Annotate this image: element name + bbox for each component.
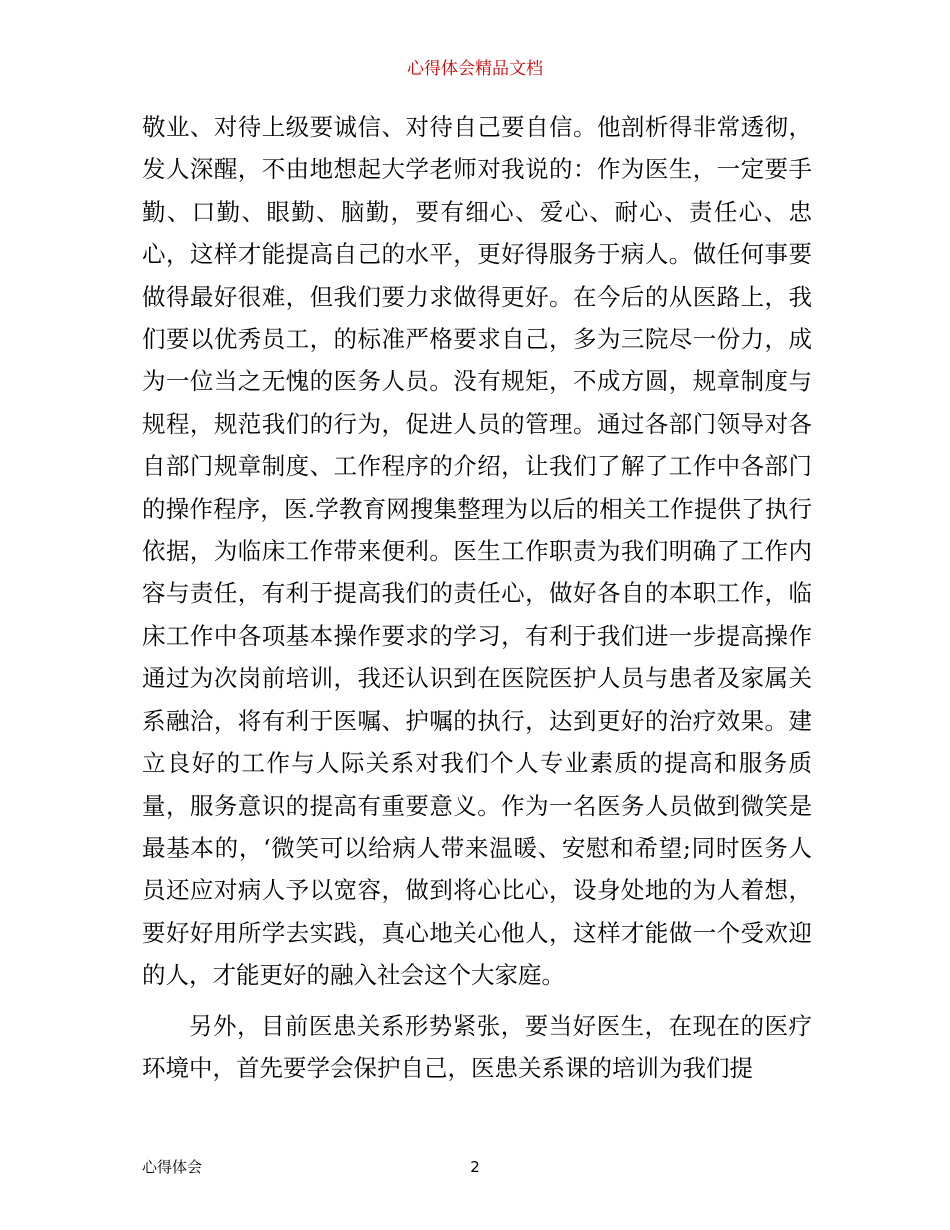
page-number: 2 xyxy=(470,1158,480,1176)
body-paragraph-2: 另外，目前医患关系形势紧张，要当好医生，在现在的医疗环境中，首先要学会保护自己，医患关系课的培训为我们提 xyxy=(142,1011,812,1082)
document-body xyxy=(142,106,812,1089)
page-header-title: 心得体会精品文档 xyxy=(407,59,543,79)
footer-label: 心得体会 xyxy=(142,1158,203,1176)
body-paragraph-1: 敬业、对待上级要诚信、对待自己要自信。他剖析得非常透彻，发人深醒，不由地想起大学老师对我说的：作为医生，一定要手勤、口勤、眼勤、脑勤，要有细心、爱心、耐心、责任心、忠心，这样才能提高自己的水平，更好得服务于病人。做任何事要做得最好很难，但我们要力求做得更好。在今后的从医路上，我们要以优秀员工，的标准严格要求自己，多为三院尽一份力，成为一位当之无愧的医务人员。没有规矩，不成方圆，规章制度与规程，规范我们的行为，促进人员的管理。通过各部门领导对各自部门规章制度、工作程序的介绍，让我们了解了工作中各部门的操作程序，医.学教育网搜集整理为以后的相关工作提供了执行依据，为临床工作带来便利。医生工作职责为我们明确了工作内容与责任，有利于提高我们的责任心，做好各自的本职工作，临床工作中各项基本操作要求的学习，有利于我们进一步提高操作通过为次岗前培训，我还认识到在医院医护人员与患者及家属关系融洽，将有利于医嘱、护嘱的执行，达到更好的治疗效果。建立良好的工作与人际关系对我们个人专业素质的提高和服务质量，服务意识的提高有重要意义。作为一名医务人员做到微笑是最基本的，‘微笑可以给病人带来温暖、安慰和希望;同时医务人员还应对病人予以宽容，做到将心比心，设身处地的为人着想，要好好用所学去实践，真心地关心他人，这样才能做一个受欢迎的人，才能更好的融入社会这个大家庭。 xyxy=(142,113,812,990)
